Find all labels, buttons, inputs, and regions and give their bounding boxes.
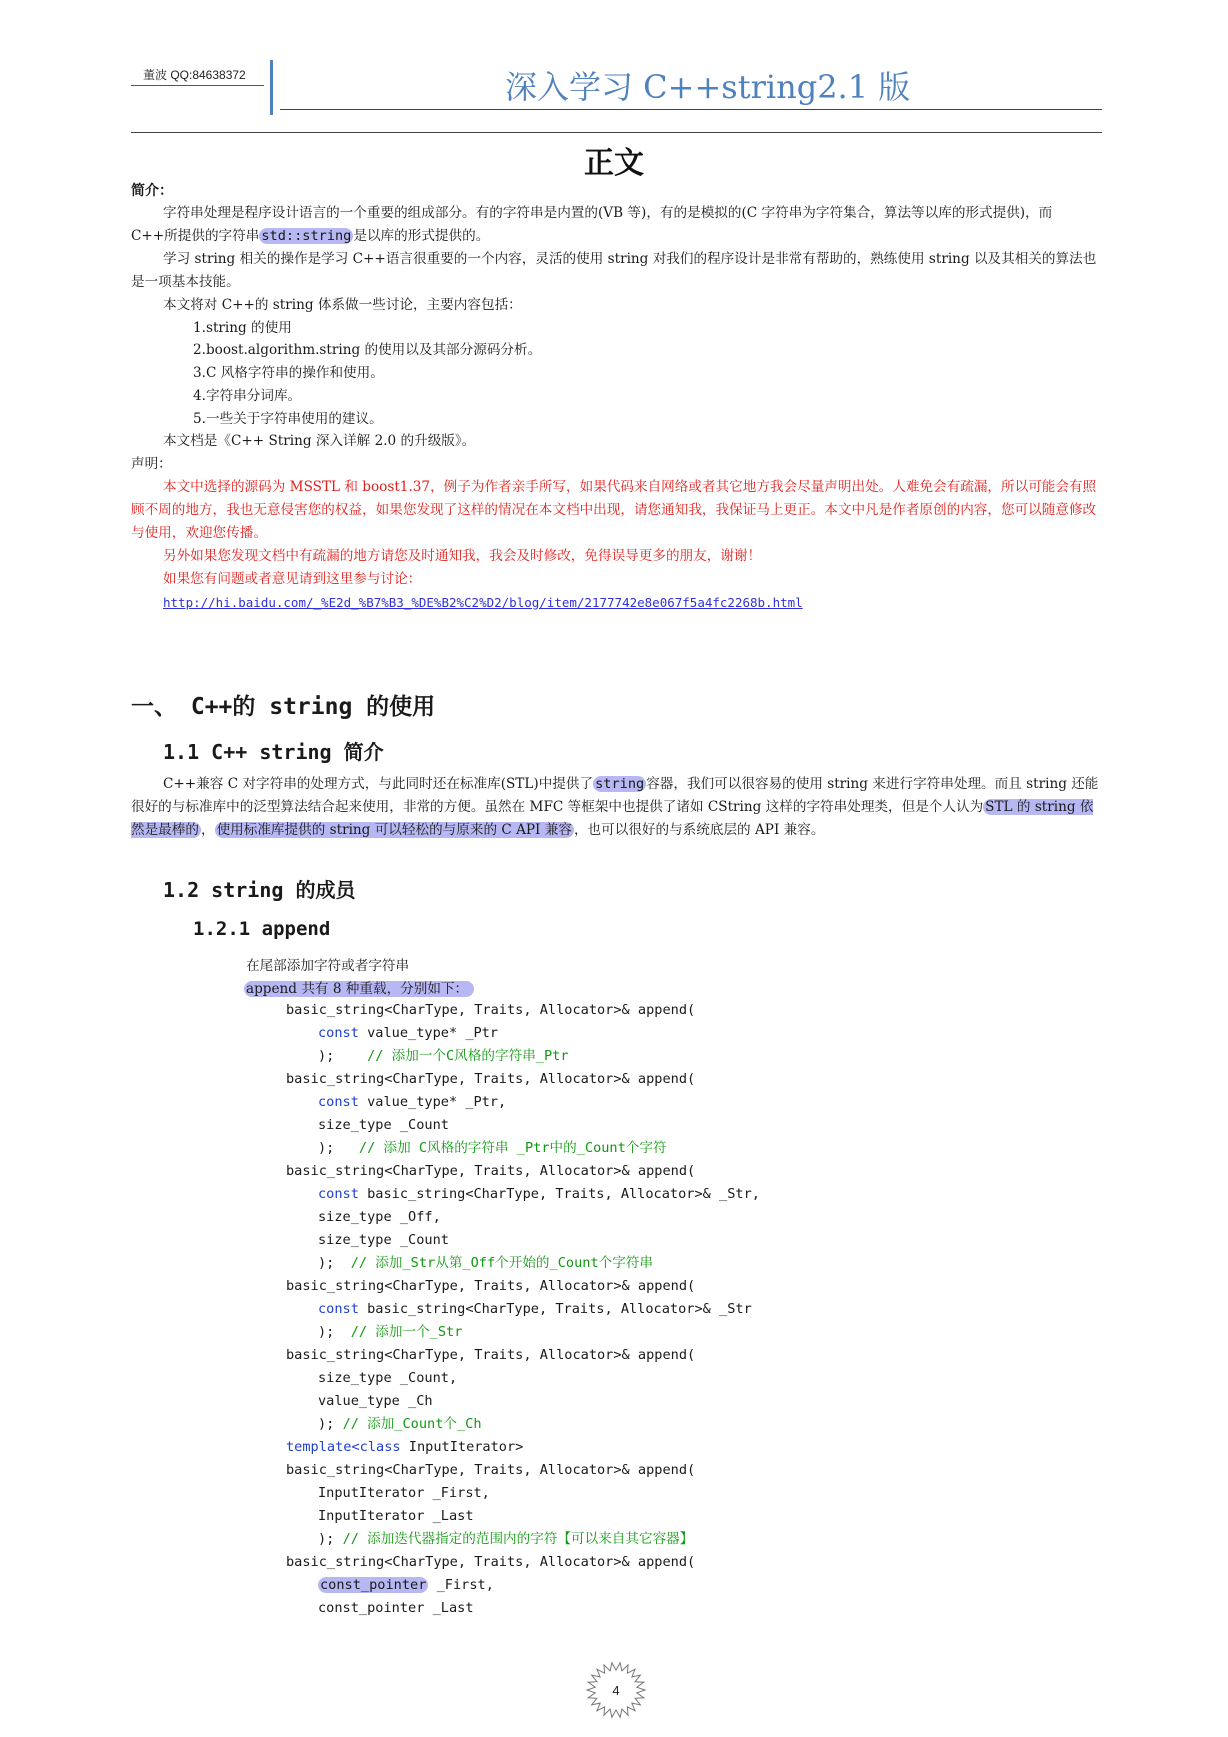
code-line	[318, 1138, 667, 1158]
intro-list-item: 1.string 的使用	[193, 320, 292, 336]
code-text: );	[318, 1048, 368, 1064]
code-text: );	[318, 1140, 359, 1156]
intro-paragraph-2: 学习 string 相关的操作是学习 C++语言很重要的一个内容，灵活的使用 string 对我们的程序设计是非常有帮助的，熟练使用 string 以及其相关的算法也是一项基本技能。	[131, 251, 1097, 290]
code-line	[318, 1529, 693, 1549]
code-text: InputIterator _First,	[318, 1485, 490, 1501]
code-comment: // 添加一个C风格的字符串_Ptr	[367, 1048, 569, 1064]
code-text: basic_string<CharType, Traits, Allocator>& append(	[286, 1278, 696, 1294]
code-comment: // 添加_Str从第_Off个开始的_Count个字符串	[350, 1255, 654, 1271]
section-heading-1: 一、 C++的 string 的使用	[131, 694, 436, 720]
code-line	[318, 1368, 457, 1388]
code-keyword: template	[286, 1439, 352, 1455]
code-line	[318, 1046, 569, 1066]
code-line	[318, 1575, 494, 1595]
intro-list-item: 3.C 风格字符串的操作和使用。	[193, 365, 384, 381]
intro-p1-tail: 是以库的形式提供的。	[353, 228, 490, 244]
code-text: const_pointer _Last	[318, 1600, 474, 1616]
statement-red-1: 本文中选择的源码为 MSSTL 和 boost1.37，例子为作者亲手所写，如果代码来自网络或者其它地方我会尽量声明出处。人难免会有疏漏，所以可能会有照顾不周的地方，我也无意侵害您的权益，如果您发现了这样的情况在本文档中出现，请您通知我，我保证马上更正。本文中凡是作者原创的内容，您可以随意修改与使用，欢迎您传播。	[131, 479, 1097, 541]
code-line	[318, 1230, 449, 1250]
code-text: value_type* _Ptr,	[358, 1094, 507, 1110]
code-text: );	[318, 1416, 343, 1432]
page-title: 正文	[584, 146, 644, 181]
code-text: basic_string<CharType, Traits, Allocator>& append(	[286, 1462, 696, 1478]
header-rule-full	[131, 132, 1102, 133]
code-line	[286, 1161, 695, 1181]
code-text: basic_string<CharType, Traits, Allocator>& _Str,	[358, 1186, 760, 1202]
code-line	[318, 1207, 441, 1227]
intro-list-item: 4.字符串分词库。	[193, 388, 302, 404]
code-text: size_type _Count	[318, 1232, 449, 1248]
discussion-link[interactable]: http://hi.baidu.com/_%E2d_%B7%B3_%DE%B2%C2%D2/blog/item/2177742e8e067f5a4fc2268b.html	[163, 595, 803, 610]
code-line	[318, 1299, 752, 1319]
code-line	[318, 1483, 490, 1503]
header-author: 董波 QQ:84638372	[143, 68, 246, 82]
code-keyword: <class	[351, 1439, 401, 1455]
header-rule-left	[131, 85, 264, 86]
code-line	[318, 1023, 498, 1043]
code-text: basic_string<CharType, Traits, Allocator>& append(	[286, 1002, 696, 1018]
header-rule-right	[280, 109, 1102, 110]
code-text: size_type _Off,	[318, 1209, 441, 1225]
intro-p1-highlight: std::string	[261, 228, 352, 244]
header-title: 深入学习 C++string2.1 版	[505, 68, 911, 106]
code-text: basic_string<CharType, Traits, Allocator>& append(	[286, 1554, 696, 1570]
code-line	[318, 1184, 760, 1204]
s11-text-c: ，	[200, 822, 215, 838]
code-text: );	[318, 1324, 351, 1340]
append-overloads-highlight: append 共有 8 种重载，分别如下：	[244, 981, 474, 997]
code-line	[286, 1276, 695, 1296]
code-keyword: const	[318, 1025, 359, 1041]
statement-label: 声明：	[131, 456, 172, 472]
code-text: InputIterator _Last	[318, 1508, 474, 1524]
code-line	[286, 1460, 695, 1480]
s11-text-d: ，也可以很好的与系统底层的 API 兼容。	[573, 822, 825, 838]
code-text: _First,	[428, 1577, 494, 1593]
code-text: value_type* _Ptr	[358, 1025, 499, 1041]
s11-highlight-best: STL 的 string 依然是最棒的	[131, 799, 1094, 838]
section-1-1-paragraph	[131, 773, 1102, 842]
page-number-badge	[578, 1660, 654, 1720]
code-comment: // 添加_Count个_Ch	[342, 1416, 482, 1432]
intro-list-item: 5.一些关于字符串使用的建议。	[193, 411, 383, 427]
section-heading-1-2: 1.2 string 的成员	[163, 878, 356, 902]
code-text: );	[318, 1255, 351, 1271]
code-line	[318, 1322, 462, 1342]
code-comment: // 添加一个_Str	[350, 1324, 463, 1340]
intro-paragraph-3: 本文将对 C++的 string 体系做一些讨论，主要内容包括：	[163, 297, 522, 313]
code-line	[318, 1506, 474, 1526]
statement-red-3: 如果您有问题或者意见请到这里参与讨论：	[163, 571, 422, 587]
page-number: 4	[612, 1683, 620, 1698]
append-desc: 在尾部添加字符或者字符串	[246, 958, 410, 974]
s11-text-a: C++兼容 C 对字符串的处理方式，与此同时还在标准库(STL)中提供了	[163, 776, 594, 792]
code-keyword: const	[318, 1301, 359, 1317]
code-line	[318, 1391, 433, 1411]
code-line	[318, 1092, 506, 1112]
code-text: basic_string<CharType, Traits, Allocator>& append(	[286, 1347, 696, 1363]
code-keyword: const	[318, 1186, 359, 1202]
section-heading-1-1: 1.1 C++ string 简介	[163, 740, 384, 764]
intro-label: 简介：	[131, 183, 173, 199]
code-comment: // 添加迭代器指定的范围内的字符【可以来自其它容器】	[342, 1531, 694, 1547]
code-text: size_type _Count	[318, 1117, 449, 1133]
code-line	[318, 1253, 653, 1273]
intro-paragraph-4: 本文档是《C++ String 深入详解 2.0 的升级版》。	[163, 433, 476, 449]
code-line	[286, 1000, 695, 1020]
code-line	[318, 1115, 449, 1135]
s11-highlight-string: string	[595, 776, 645, 792]
code-line	[286, 1437, 523, 1457]
s11-highlight-compat: 使用标准库提供的 string 可以轻松的与原来的 C API 兼容	[216, 822, 572, 838]
intro-list-item: 2.boost.algorithm.string 的使用以及其部分源码分析。	[193, 342, 542, 358]
append-overloads-line	[244, 978, 1044, 1001]
s11-text-b: 容器，我们可以很容易的使用 string 来进行字符串处理。而且 string 还能很好的与标准库中的泛型算法结合起来使用，非常的方便。虽然在 MFC 等框架中也提供了诸如 CString 这样的字符串处理类，但是个人认为	[131, 776, 1099, 815]
code-line	[318, 1414, 482, 1434]
code-text: );	[318, 1531, 343, 1547]
code-text: InputIterator>	[400, 1439, 524, 1455]
code-line	[318, 1598, 474, 1618]
code-keyword: const	[318, 1094, 359, 1110]
code-line	[286, 1069, 695, 1089]
code-text: basic_string<CharType, Traits, Allocator>& _Str	[358, 1301, 752, 1317]
intro-p1-text: 字符串处理是程序设计语言的一个重要的组成部分。有的字符串是内置的(VB 等)，有的是模拟的(C 字符串为字符集合，算法等以库的形式提供)，而 C++所提供的字符串	[131, 205, 1053, 244]
code-highlight: const_pointer	[320, 1577, 427, 1593]
code-text: size_type _Count,	[318, 1370, 458, 1386]
code-line	[286, 1552, 695, 1572]
statement-red-2: 另外如果您发现文档中有疏漏的地方请您及时通知我，我会及时修改，免得误导更多的朋友，谢谢！	[163, 548, 762, 564]
code-text: value_type _Ch	[318, 1393, 433, 1409]
code-text: basic_string<CharType, Traits, Allocator>& append(	[286, 1071, 696, 1087]
intro-paragraph-1	[131, 202, 1102, 248]
code-comment: // 添加 C风格的字符串 _Ptr中的_Count个字符	[358, 1140, 667, 1156]
code-line	[286, 1345, 695, 1365]
code-text: basic_string<CharType, Traits, Allocator>& append(	[286, 1163, 696, 1179]
section-heading-1-2-1: 1.2.1 append	[193, 918, 331, 940]
header-accent-bar	[270, 60, 273, 115]
